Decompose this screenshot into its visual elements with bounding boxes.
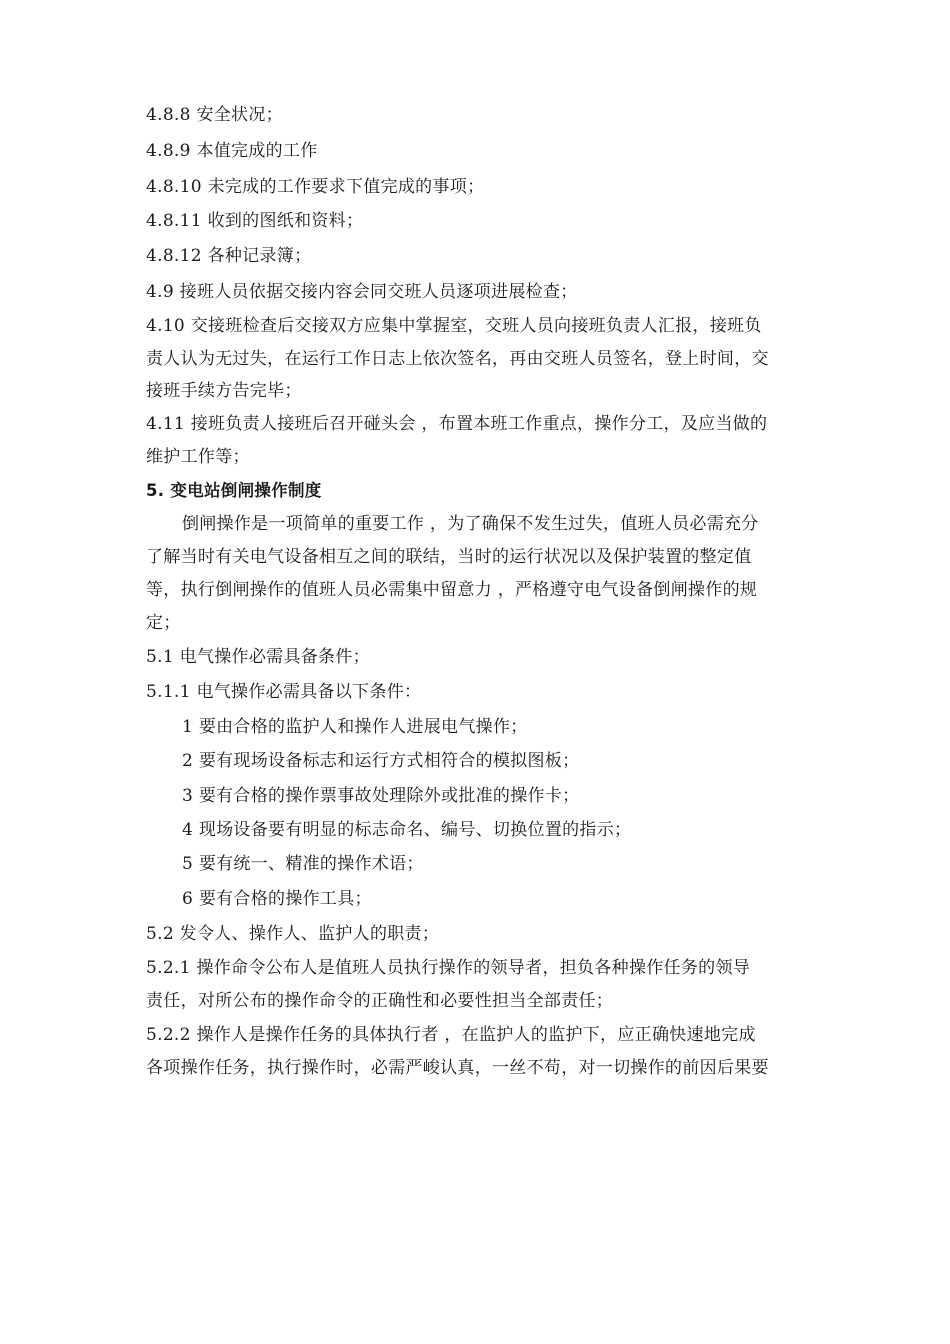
list-item: 2 要有现场设备标志和运行方式相符合的模拟图板；: [182, 751, 580, 771]
paragraph-line: 等，执行倒闸操作的值班人员必需集中留意力 ，严格遵守电气设备倒闸操作的规: [146, 580, 758, 600]
list-item: 5.1.1 电气操作必需具备以下条件：: [146, 682, 422, 702]
list-item: 4.8.11 收到的图纸和资料；: [146, 211, 364, 231]
paragraph-line: 责任，对所公布的操作命令的正确性和必要性担当全部责任；: [146, 991, 614, 1011]
list-item: 4.8.12 各种记录簿；: [146, 246, 312, 266]
list-item: 4.8.10 未完成的工作要求下值完成的事项；: [146, 177, 485, 197]
list-item: 4.8.8 安全状况；: [146, 105, 283, 125]
list-item: 5.2 发令人、操作人、监护人的职责；: [146, 924, 440, 944]
paragraph-line: 各项操作任务，执行操作时，必需严峻认真，一丝不苟，对一切操作的前因后果要: [146, 1058, 769, 1078]
list-item: 5.1 电气操作必需具备条件；: [146, 647, 370, 667]
list-item: 6 要有合格的操作工具；: [182, 889, 372, 909]
list-item: 4.9 接班人员依据交接内容会同交班人员逐项进展检查；: [146, 282, 578, 302]
paragraph-line: 了解当时有关电气设备相互之间的联结，当时的运行状况以及保护装置的整定值: [146, 547, 752, 567]
paragraph-line: 责人认为无过失，在运行工作日志上依次签名，再由交班人员签名，登上时间，交: [146, 349, 769, 369]
list-item: 5 要有统一、精准的操作术语；: [182, 854, 424, 874]
paragraph-line: 定；: [146, 613, 181, 633]
paragraph-line: 倒闸操作是一项简单的重要工作 ，为了确保不发生过失，值班人员必需充分: [182, 514, 759, 534]
paragraph-line: 接班手续方告完毕；: [146, 381, 302, 401]
paragraph-line: 4.11 接班负责人接班后召开碰头会 ，布置本班工作重点，操作分工，及应当做的: [146, 414, 768, 434]
section-heading: 5. 变电站倒闸操作制度: [146, 481, 322, 500]
list-item: 4 现场设备要有明显的标志命名、编号、切换位置的指示；: [182, 820, 632, 840]
paragraph-line: 5.2.2 操作人是操作任务的具体执行者 ，在监护人的监护下，应正确快速地完成: [146, 1025, 756, 1045]
list-item: 3 要有合格的操作票事故处理除外或批准的操作卡；: [182, 786, 580, 806]
list-item: 4.8.9 本值完成的工作: [146, 141, 318, 161]
paragraph-line: 维护工作等；: [146, 447, 250, 467]
paragraph-line: 4.10 交接班检查后交接双方应集中掌握室，交班人员向接班负责人汇报，接班负: [146, 316, 762, 336]
paragraph-line: 5.2.1 操作命令公布人是值班人员执行操作的领导者，担负各种操作任务的领导: [146, 958, 751, 978]
list-item: 1 要由合格的监护人和操作人进展电气操作；: [182, 717, 528, 737]
